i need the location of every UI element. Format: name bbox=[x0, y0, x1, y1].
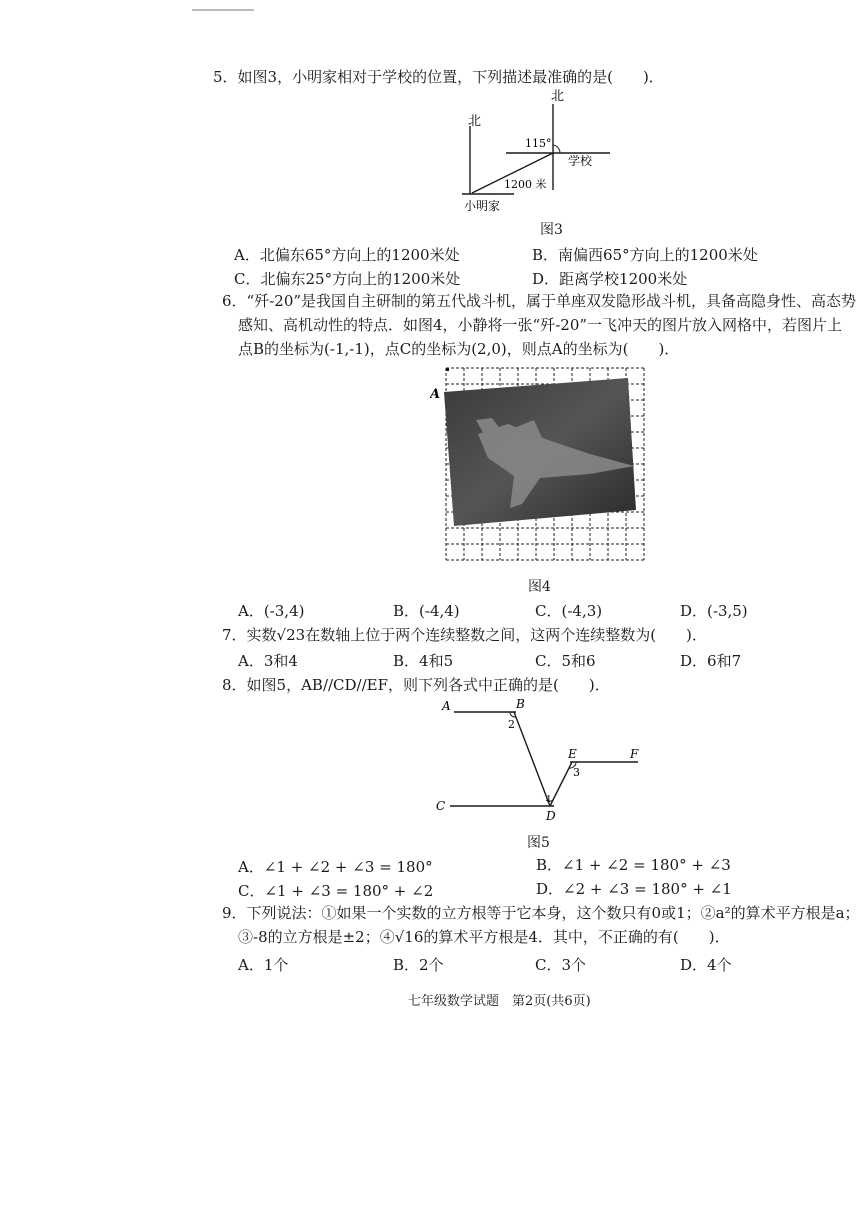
angle-3-label: 3 bbox=[573, 766, 580, 779]
q5-option-b[interactable]: B．南偏西65°方向上的1200米处 bbox=[532, 246, 758, 264]
line-bd bbox=[514, 712, 550, 806]
line-de bbox=[550, 762, 572, 806]
q6-option-c[interactable]: C．(-4,3) bbox=[535, 602, 603, 620]
q9-option-d[interactable]: D．4个 bbox=[680, 956, 732, 974]
q6-grid-figure bbox=[430, 358, 650, 568]
q7-stem: 7．实数√23在数轴上位于两个连续整数之间，这两个连续整数为( )． bbox=[222, 626, 707, 644]
q6-option-d[interactable]: D．(-3,5) bbox=[680, 602, 748, 620]
q5-option-a[interactable]: A．北偏东65°方向上的1200米处 bbox=[234, 246, 460, 264]
school-label: 学校 bbox=[568, 154, 593, 168]
distance-label: 1200 米 bbox=[504, 178, 547, 191]
q8-option-b[interactable]: B．∠1 + ∠2 = 180° + ∠3 bbox=[536, 856, 731, 874]
q7-option-d[interactable]: D．6和7 bbox=[680, 652, 742, 670]
q8-option-c[interactable]: C．∠1 + ∠3 = 180° + ∠2 bbox=[238, 882, 434, 900]
label-e: E bbox=[568, 747, 577, 761]
fig4-caption: 图4 bbox=[528, 579, 551, 595]
label-b: B bbox=[516, 697, 525, 711]
q5-option-c[interactable]: C．北偏东25°方向上的1200米处 bbox=[234, 270, 461, 288]
fig3-caption: 图3 bbox=[540, 222, 563, 238]
scan-mark bbox=[192, 9, 254, 11]
q9-option-a[interactable]: A．1个 bbox=[238, 956, 289, 974]
q5-stem: 5．如图3，小明家相对于学校的位置，下列描述最准确的是( )． bbox=[213, 68, 664, 86]
label-f: F bbox=[630, 747, 639, 761]
angle-2-label: 2 bbox=[508, 718, 515, 731]
q5-figure bbox=[440, 86, 640, 216]
q9-option-c[interactable]: C．3个 bbox=[535, 956, 587, 974]
q6-option-a[interactable]: A．(-3,4) bbox=[238, 602, 305, 620]
q8-option-d[interactable]: D．∠2 + ∠3 = 180° + ∠1 bbox=[536, 880, 732, 898]
grid-corner-mark bbox=[446, 368, 449, 371]
fig5-caption: 图5 bbox=[527, 835, 550, 851]
q7-option-c[interactable]: C．5和6 bbox=[535, 652, 596, 670]
label-c: C bbox=[436, 799, 446, 813]
q7-option-a[interactable]: A．3和4 bbox=[238, 652, 298, 670]
q6-line-2: 感知、高机动性的特点．如图4，小静将一张“歼-20”一飞冲天的图片放入网格中，若图片上 bbox=[238, 316, 843, 334]
north-label-home: 北 bbox=[468, 114, 482, 129]
north-label-school: 北 bbox=[551, 89, 565, 104]
q8-stem: 8．如图5，AB//CD//EF，则下列各式中正确的是( )． bbox=[222, 676, 610, 694]
q6-line-1: 6．“歼-20”是我国自主研制的第五代战斗机，属于单座双发隐形战斗机，具备高隐身性、高态势 bbox=[222, 292, 857, 310]
angle-arc bbox=[553, 145, 560, 153]
home-label: 小明家 bbox=[464, 199, 501, 213]
angle-1-label: 1 bbox=[546, 795, 552, 805]
q7-option-b[interactable]: B．4和5 bbox=[393, 652, 454, 670]
q8-figure bbox=[430, 694, 670, 826]
q6-option-b[interactable]: B．(-4,4) bbox=[393, 602, 460, 620]
label-a: A bbox=[442, 699, 451, 713]
point-a-label: A bbox=[430, 387, 441, 402]
q9-line-1: 9．下列说法：①如果一个实数的立方根等于它本身，这个数只有0或1；②a²的算术平方根是a； bbox=[222, 904, 860, 922]
page-footer: 七年级数学试题 第2页(共6页) bbox=[408, 994, 591, 1009]
q9-option-b[interactable]: B．2个 bbox=[393, 956, 444, 974]
q9-line-2: ③-8的立方根是±2；④√16的算术平方根是4．其中，不正确的有( )． bbox=[238, 928, 730, 946]
q8-option-a[interactable]: A．∠1 + ∠2 + ∠3 = 180° bbox=[238, 858, 433, 876]
q5-option-d[interactable]: D．距离学校1200米处 bbox=[532, 270, 688, 288]
angle-label: 115° bbox=[525, 137, 552, 150]
label-d: D bbox=[546, 809, 556, 823]
q6-line-3: 点B的坐标为(-1,-1)，点C的坐标为(2,0)，则点A的坐标为( )． bbox=[238, 340, 680, 358]
